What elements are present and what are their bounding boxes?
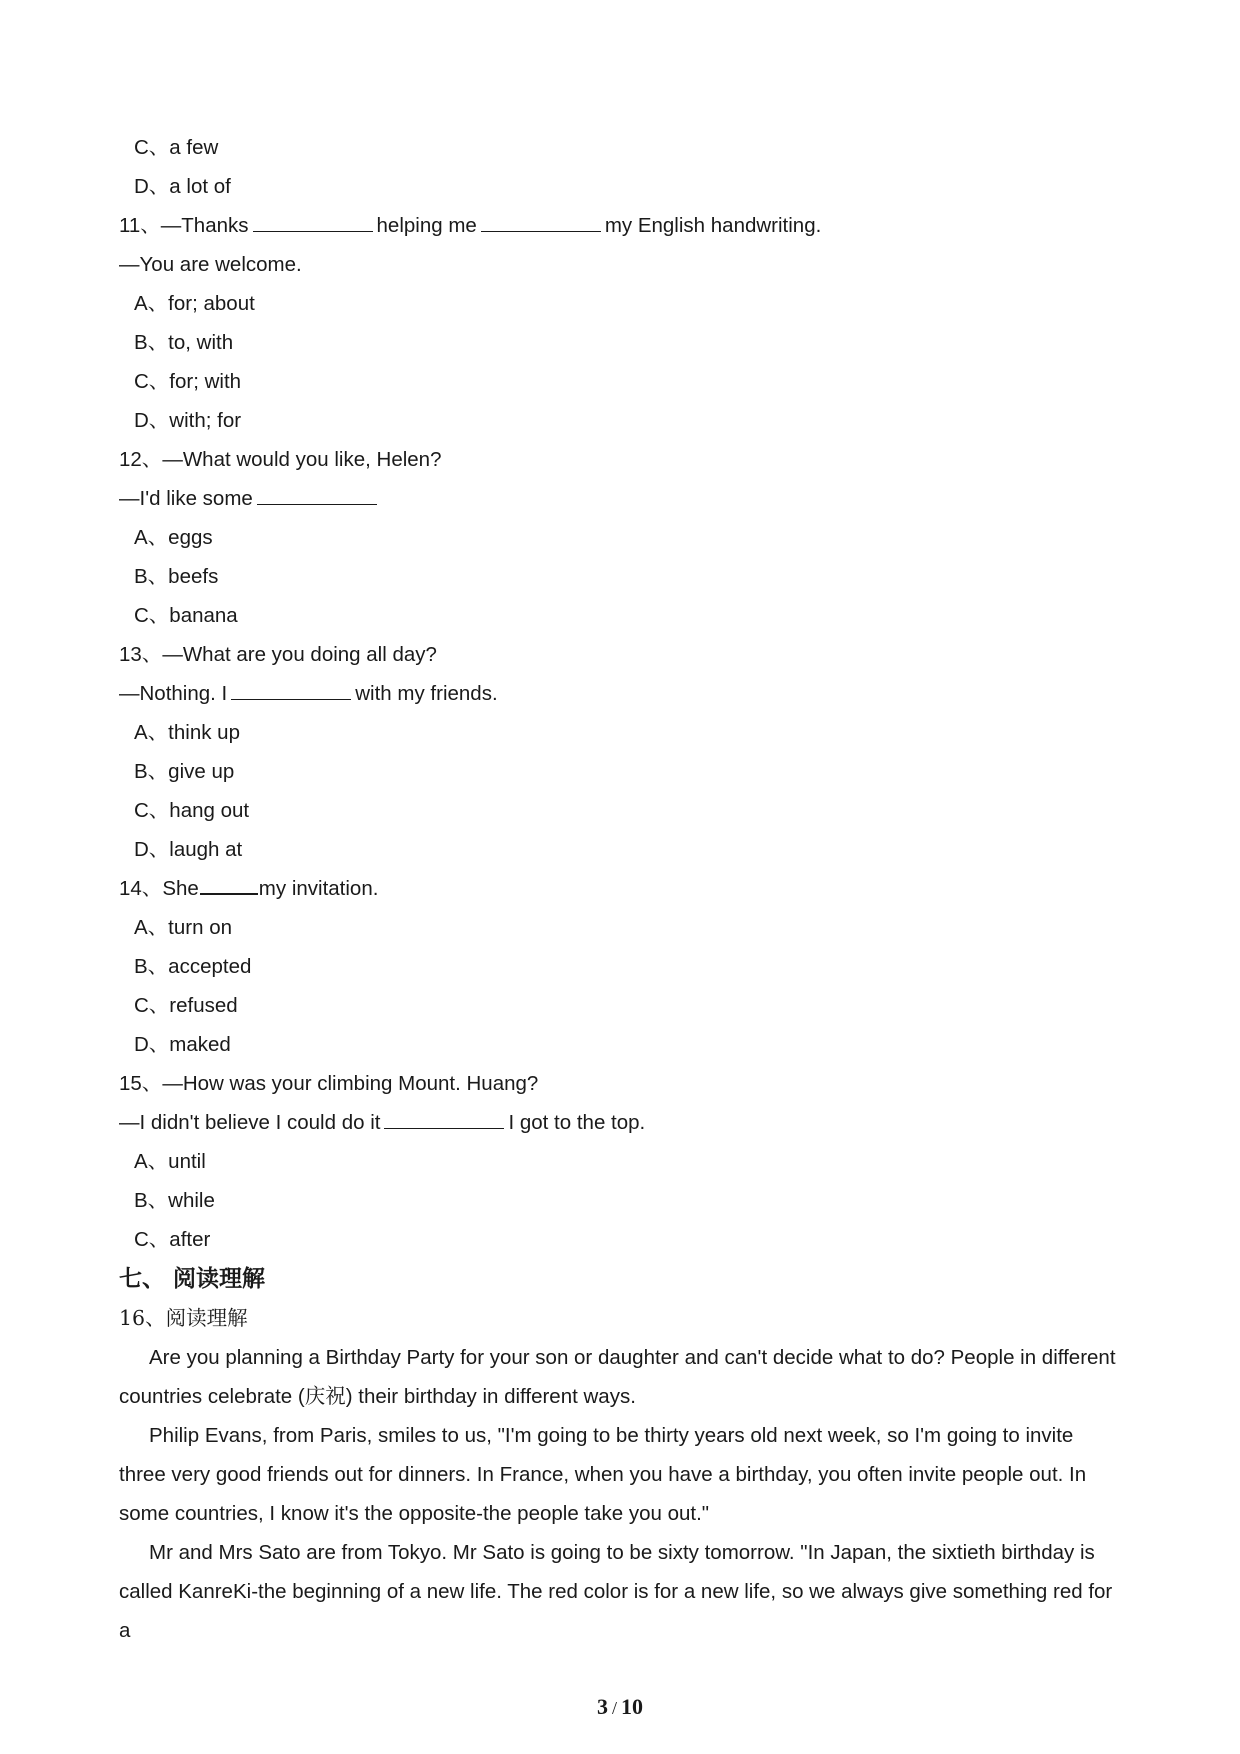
q11-option-a: A、for; about: [134, 292, 255, 315]
q13-option-c: C、hang out: [134, 799, 250, 822]
q16-label: 16、阅读理解: [119, 1306, 248, 1330]
q11-blank-1: [253, 213, 373, 232]
q11-part3: my English handwriting.: [604, 214, 822, 237]
q14-option-a: A、turn on: [134, 916, 232, 939]
q15-reply: [119, 1103, 1119, 1142]
q15-option-a: A、until: [134, 1150, 206, 1173]
q11-stem: [119, 206, 1119, 245]
q14-part2: my invitation.: [258, 877, 379, 900]
q14-stem: [119, 869, 1119, 908]
q15-blank: [384, 1110, 504, 1129]
q11-part2: helping me: [376, 214, 477, 237]
q15-stem: [119, 1064, 1119, 1103]
current-page-number: 3: [596, 1694, 608, 1719]
q10-option-d: D、a lot of: [134, 175, 231, 198]
q11-part1: —Thanks: [160, 214, 249, 237]
q12-option-a: A、eggs: [134, 526, 213, 549]
q12-option-b: B、beefs: [134, 565, 219, 588]
q15-option-c: C、after: [134, 1228, 211, 1251]
q14-number: 14、: [119, 877, 163, 900]
section-heading-reading: 七、 阅读理解: [119, 1265, 266, 1292]
q13-blank: [231, 681, 351, 700]
q12-option-c: C、banana: [134, 604, 238, 627]
q15-number: 15、: [119, 1072, 163, 1095]
q13-prompt: —What are you doing all day?: [162, 643, 437, 666]
q12-number: 12、: [119, 448, 163, 471]
q10-option-c: C、a few: [134, 136, 219, 159]
q14-option-b: B、accepted: [134, 955, 252, 978]
q15-prompt: —How was your climbing Mount. Huang?: [162, 1072, 539, 1095]
q12-reply-text: —I'd like some: [119, 487, 253, 510]
q11-option-b: B、to, with: [134, 331, 234, 354]
q13-number: 13、: [119, 643, 163, 666]
q15-reply-part2: I got to the top.: [508, 1111, 646, 1134]
q12-reply: [119, 479, 1119, 518]
q12-stem: [119, 440, 1119, 479]
page-content: [119, 128, 1119, 1650]
passage-paragraph-2: Philip Evans, from Paris, smiles to us, "I'm going to be thirty years old next week, so I'm going to invite three very good friends out for dinners. In France, when you have a birthday, you often invite people out. In some countries, I know it's the opposite-the people take you out.": [119, 1424, 1087, 1525]
q14-part1: She: [162, 877, 199, 900]
q11-reply: —You are welcome.: [119, 253, 302, 276]
passage-paragraph-3: Mr and Mrs Sato are from Tokyo. Mr Sato is going to be sixty tomorrow. "In Japan, the sixtieth birthday is called KanreKi-the beginning of a new life. The red color is for a new life, so we always give something red for a: [119, 1541, 1113, 1642]
q13-reply-part1: —Nothing. I: [119, 682, 228, 705]
q12-blank: [257, 486, 377, 505]
q11-blank-2: [481, 213, 601, 232]
page-number-footer: [0, 1694, 1240, 1720]
q13-option-a: A、think up: [134, 721, 240, 744]
q13-reply-part2: with my friends.: [355, 682, 498, 705]
total-page-count: 10: [621, 1694, 643, 1719]
q15-option-b: B、while: [134, 1189, 215, 1212]
q12-prompt: —What would you like, Helen?: [162, 448, 442, 471]
q15-reply-part1: —I didn't believe I could do it: [119, 1111, 381, 1134]
q11-option-c: C、for; with: [134, 370, 242, 393]
q14-option-d: D、maked: [134, 1033, 231, 1056]
q13-stem: [119, 635, 1119, 674]
q13-option-d: D、laugh at: [134, 838, 243, 861]
q11-number: 11、: [119, 214, 161, 237]
page-separator: /: [611, 1698, 617, 1718]
q13-option-b: B、give up: [134, 760, 235, 783]
q13-reply: [119, 674, 1119, 713]
q14-blank: [200, 875, 258, 895]
q14-option-c: C、refused: [134, 994, 238, 1017]
q11-option-d: D、with; for: [134, 409, 242, 432]
passage-paragraph-1: Are you planning a Birthday Party for your son or daughter and can't decide what to do? People in different countries celebrate (庆祝) their birthday in different ways.: [119, 1346, 1116, 1408]
